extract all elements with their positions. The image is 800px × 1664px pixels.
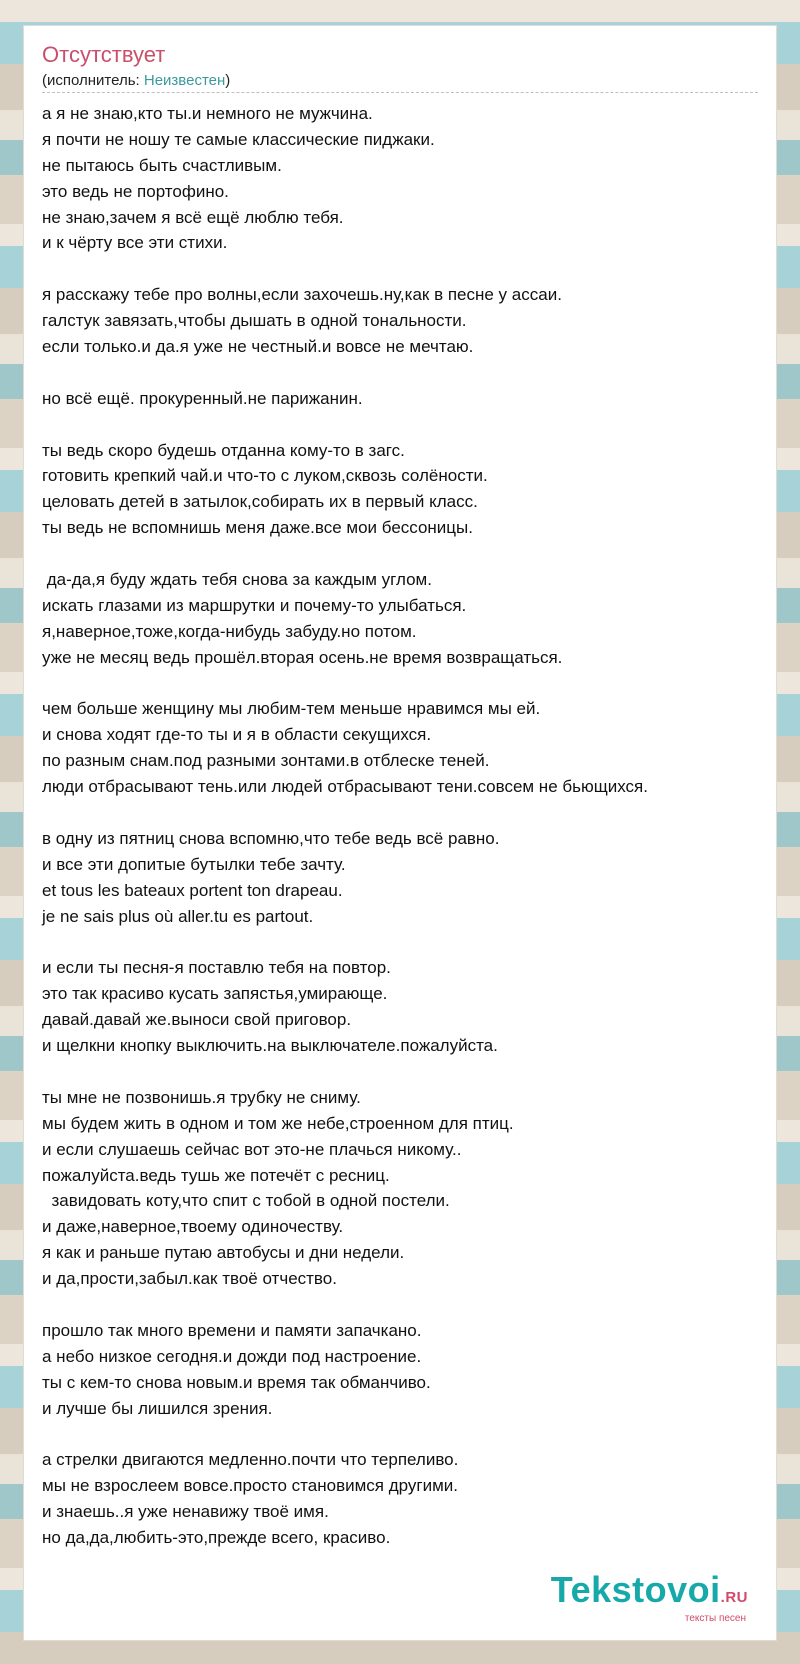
lyric-line: я расскажу тебе про волны,если захочешь.ну,как в песне у ассаи.	[42, 285, 562, 305]
lyrics-text	[42, 101, 772, 1551]
logo-tagline: тексты песен	[684, 1613, 746, 1624]
lyric-line: если только.и да.я уже не честный.и вовсе не мечтаю.	[42, 337, 474, 357]
blank-line	[42, 541, 772, 567]
blank-line	[42, 256, 772, 282]
lyric-line: готовить крепкий чай.и что-то с луком,сквозь солёности.	[42, 466, 488, 486]
blank-line	[42, 671, 772, 697]
lyric-line: не знаю,зачем я всё ещё люблю тебя.	[42, 207, 344, 227]
lyric-line: и лучше бы лишился зрения.	[42, 1398, 273, 1418]
blank-line	[42, 1059, 772, 1085]
lyric-line: я как и раньше путаю автобусы и дни недели.	[42, 1243, 405, 1263]
lyric-line: и если ты песня-я поставлю тебя на повтор.	[42, 958, 391, 978]
lyric-line: ты ведь скоро будешь отданна кому-то в загс.	[42, 440, 405, 460]
lyric-line: по разным снам.под разными зонтами.в отблеске теней.	[42, 751, 490, 771]
lyric-line: ты с кем-то снова новым.и время так обманчиво.	[42, 1372, 431, 1392]
lyric-line: не пытаюсь быть счастливым.	[42, 155, 282, 175]
lyric-line: искать глазами из маршрутки и почему-то улыбаться.	[42, 595, 467, 615]
lyric-line: и все эти допитые бутылки тебе зачту.	[42, 854, 346, 874]
blank-line	[42, 1421, 772, 1447]
lyric-line: и да,прости,забыл.как твоё отчество.	[42, 1269, 337, 1289]
lyric-line: и знаешь..я уже ненавижу твоё имя.	[42, 1502, 329, 1522]
lyric-line: и даже,наверное,твоему одиночеству.	[42, 1217, 344, 1237]
lyric-line: ты ведь не вспомнишь меня даже.все мои бессоницы.	[42, 518, 473, 538]
blank-line	[42, 1292, 772, 1318]
lyric-line: уже не месяц ведь прошёл.вторая осень.не время возвращаться.	[42, 647, 563, 667]
lyric-line: чем больше женщину мы любим-тем меньше нравимся мы ей.	[42, 699, 541, 719]
lyric-line: а стрелки двигаются медленно.почти что терпеливо.	[42, 1450, 459, 1470]
artist-link[interactable]: Неизвестен	[143, 72, 226, 89]
lyric-line: je ne sais plus où aller.tu es partout.	[42, 906, 314, 926]
logo-name: Tekstovoi	[550, 1569, 721, 1610]
lyric-line: а я не знаю,кто ты.и немного не мужчина.	[42, 104, 373, 123]
lyric-line: и к чёрту все эти стихи.	[42, 233, 228, 253]
lyric-line: а небо низкое сегодня.и дожди под настроение.	[42, 1346, 422, 1366]
logo-tld: .RU	[720, 1589, 748, 1606]
lyric-line: галстук завязать,чтобы дышать в одной тональности.	[42, 311, 467, 331]
lyric-line: et tous les bateaux portent ton drapeau.	[42, 880, 343, 900]
lyric-line: и если слушаешь сейчас вот это-не плачься никому..	[42, 1139, 462, 1159]
blank-line	[42, 930, 772, 956]
lyric-line: но да,да,любить-это,прежде всего, красиво.	[42, 1527, 391, 1547]
lyric-line: пожалуйста.ведь тушь же потечёт с ресниц.	[42, 1165, 390, 1185]
lyric-line: мы будем жить в одном и том же небе,строенном для птиц.	[42, 1113, 514, 1133]
blank-line	[42, 800, 772, 826]
lyric-line: люди отбрасывают тень.или людей отбрасывают тени.совсем не бьющихся.	[42, 777, 648, 797]
lyric-line: и снова ходят где-то ты и я в области секущихся.	[42, 725, 432, 745]
lyric-line: давай.давай же.выноси свой приговор.	[42, 1010, 352, 1030]
blank-line	[42, 412, 772, 438]
lyric-line: завидовать коту,что спит с тобой в одной постели.	[42, 1191, 450, 1211]
lyrics-card	[24, 26, 776, 1640]
artist-line	[42, 72, 230, 90]
song-title: Отсутствует	[42, 42, 166, 67]
lyric-line: мы не взрослеем вовсе.просто становимся другими.	[42, 1476, 459, 1496]
blank-line	[42, 360, 772, 386]
artist-suffix: )	[225, 72, 231, 89]
dashed-separator	[42, 92, 758, 93]
lyric-line: целовать детей в затылок,собирать их в первый класс.	[42, 492, 478, 512]
site-logo[interactable]	[551, 1571, 748, 1624]
lyric-line: я,наверное,тоже,когда-нибудь забуду.но потом.	[42, 621, 417, 641]
lyric-line: я почти не ношу те самые классические пиджаки.	[42, 129, 435, 149]
artist-prefix: (исполнитель:	[42, 72, 144, 89]
lyric-line: но всё ещё. прокуренный.не парижанин.	[42, 388, 363, 408]
lyric-line: да-да,я буду ждать тебя снова за каждым углом.	[42, 570, 432, 590]
lyric-line: прошло так много времени и памяти запачкано.	[42, 1320, 422, 1340]
lyric-line: это так красиво кусать запястья,умирающе.	[42, 984, 388, 1004]
lyric-line: и щелкни кнопку выключить.на выключателе.пожалуйста.	[42, 1036, 498, 1056]
lyric-line: ты мне не позвонишь.я трубку не сниму.	[42, 1087, 361, 1107]
lyric-line: в одну из пятниц снова вспомню,что тебе ведь всё равно.	[42, 828, 500, 848]
lyric-line: это ведь не портофино.	[42, 181, 229, 201]
